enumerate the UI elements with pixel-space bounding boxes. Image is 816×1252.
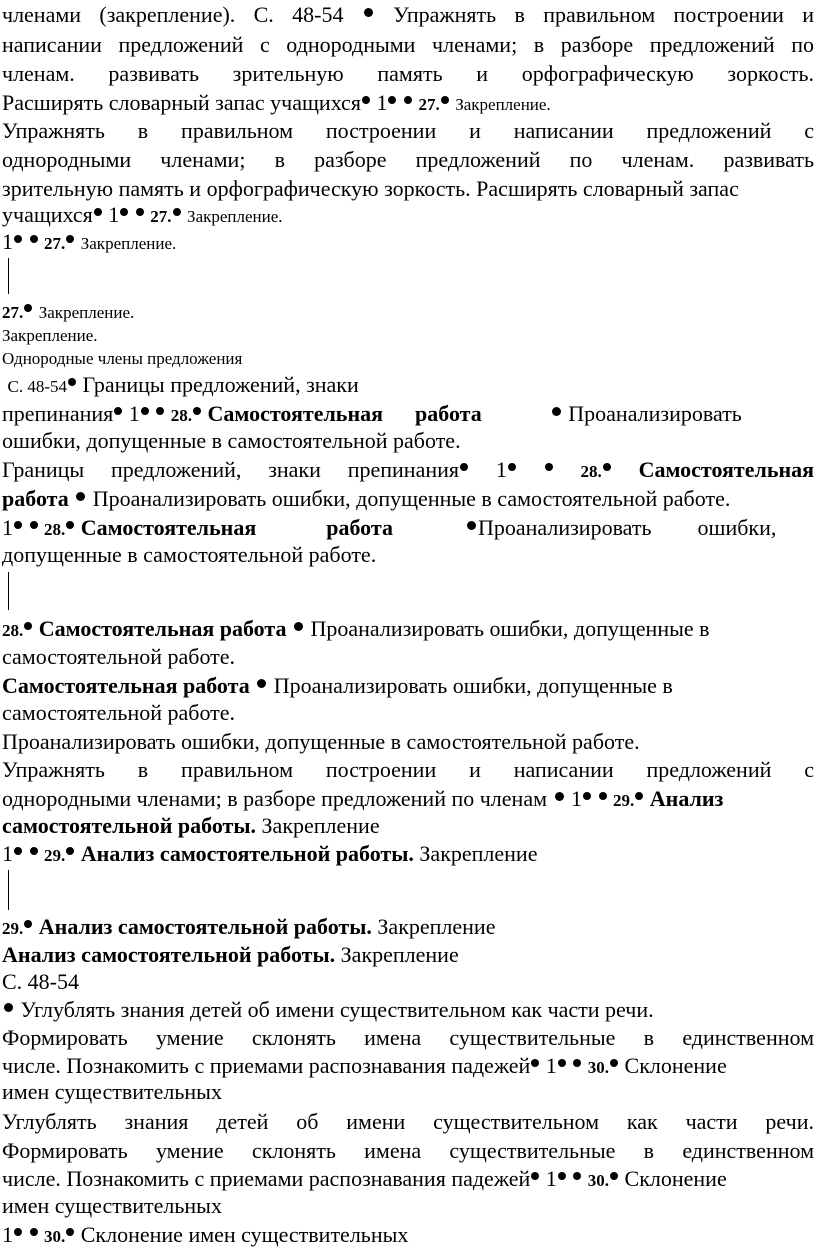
text-line-35: имен существительных (2, 1079, 222, 1104)
text-line-6: однородными членами; в разборе предложений по членам. развивать (2, 147, 814, 172)
text-line-30: Анализ самостоятельной работы. Закрепление (2, 942, 459, 967)
text-line-28: 1 29. Анализ самостоятельной работы. Закрепление (2, 841, 538, 866)
text-line-13: С. 48-54 Границы предложений, знаки (7, 372, 359, 397)
text-line-19: допущенные в самостоятельной работе. (2, 542, 377, 567)
text-line-4: Расширять словарный запас учащихся 1 27. Закрепление. (2, 90, 551, 115)
text-line-8: учащихся 1 27. Закрепление. (2, 202, 283, 227)
text-line-12: Однородные члены предложения (2, 349, 243, 368)
text-line-38: числе. Познакомить с приемами распознавания падежей 1 30. Склонение (2, 1166, 727, 1191)
text-line-36: Углублять знания детей об имени существительном как части речи. (2, 1109, 814, 1134)
text-cursor-bar (8, 258, 9, 294)
text-line-17: работа Проанализировать ошибки, допущенные в самостоятельной работе. (2, 486, 731, 511)
text-line-16: Границы предложений, знаки препинания 1 28. Самостоятельная (2, 457, 814, 482)
text-line-37: Формировать умение склонять имена существительные в единственном (2, 1138, 814, 1163)
text-line-9: 1 27. Закрепление. (2, 229, 177, 254)
text-line-20: 28. Самостоятельная работа Проанализировать ошибки, допущенные в (2, 616, 710, 641)
text-line-25: Упражнять в правильном построении и написании предложений с (2, 757, 814, 782)
text-line-31: С. 48-54 (2, 969, 79, 994)
text-line-33: Формировать умение склонять имена существительные в единственном (2, 1025, 814, 1050)
text-line-1: членами (закрепление). С. 48-54 Упражнять в правильном построении и (2, 2, 814, 27)
text-cursor-bar-3 (8, 870, 9, 910)
text-line-10: 27. Закрепление. (2, 303, 135, 322)
text-line-7: зрительную память и орфографическую зоркость. Расширять словарный запас (2, 176, 739, 201)
text-line-40: 1 30. Склонение имен существительных (2, 1222, 409, 1247)
text-line-32: Углублять знания детей об имени существительном как части речи. (2, 997, 814, 1023)
text-line-5: Упражнять в правильном построении и написании предложений с (2, 118, 814, 143)
text-line-39: имен существительных (2, 1193, 222, 1218)
text-line-22: Самостоятельная работа Проанализировать ошибки, допущенные в (2, 673, 673, 698)
text-line-18: 1 28. Самостоятельная работа Проанализировать ошибки, (2, 515, 777, 540)
text-line-34: числе. Познакомить с приемами распознавания падежей 1 30. Склонение (2, 1053, 727, 1078)
text-line-15: ошибки, допущенные в самостоятельной работе. (2, 428, 461, 453)
text-line-11: Закрепление. (2, 326, 98, 345)
text-line-21: самостоятельной работе. (2, 644, 236, 669)
text-line-24: Проанализировать ошибки, допущенные в самостоятельной работе. (2, 729, 640, 754)
text-line-14: препинания 1 28. Самостоятельная работа Проанализировать (2, 401, 742, 426)
text-line-26: однородными членами; в разборе предложений по членам 1 29. Анализ (2, 786, 724, 811)
text-line-29: 29. Анализ самостоятельной работы. Закрепление (2, 914, 496, 939)
text-line-2: написании предложений с однородными членами; в разборе предложений по (2, 32, 814, 57)
text-line-27: самостоятельной работы. Закрепление (2, 813, 380, 838)
text-cursor-bar-2 (8, 572, 9, 610)
text-line-23: самостоятельной работе. (2, 700, 236, 725)
text-line-3: членам. развивать зрительную память и орфографическую зоркость. (2, 61, 814, 86)
